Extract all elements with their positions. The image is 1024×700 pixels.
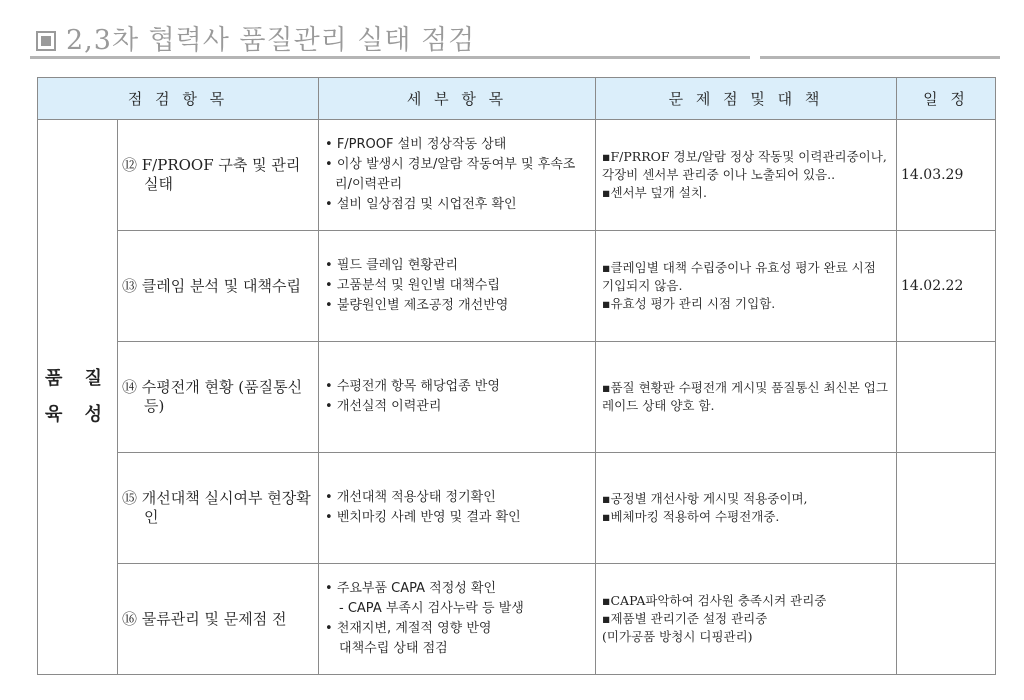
issue-line: ▪F/PRROF 경보/알람 정상 작동및 이력관리중이나, 각장비 센서부 관리중 이나 노출되어 있음.. (602, 149, 887, 182)
detail-list-item: • 이상 발생시 경보/알람 작동여부 및 후속조리/이력관리 (325, 157, 576, 192)
table-row (38, 231, 996, 342)
inspection-item-text: ⑬ 클레임 분석 및 대책수립 (122, 276, 301, 295)
issues-cell (596, 231, 897, 342)
schedule-date: 14.02.22 (897, 231, 996, 342)
detail-list-item: • 설비 일상점검 및 시업전후 확인 (325, 197, 517, 212)
issue-line: ▪제품별 관리기준 설정 관리중 (602, 611, 768, 626)
title-bar (30, 14, 1000, 62)
detail-list-item: - CAPA 부족시 검사누락 등 발생 (339, 601, 524, 616)
table-row (38, 342, 996, 453)
detail-list-item: 대책수립 상태 점검 (339, 641, 448, 656)
issue-line: ▪품질 현황판 수평전개 게시및 품질통신 최신본 업그레이드 상태 양호 함. (602, 380, 888, 413)
table-body (38, 120, 996, 675)
issues-cell (596, 120, 897, 231)
detail-items-cell (319, 231, 596, 342)
issue-line: ▪센서부 덮개 설치. (602, 185, 707, 200)
page-title-text: 2,3차 협력사 품질관리 실태 점검 (66, 25, 476, 56)
header-detail-item: 세 부 항 목 (319, 78, 596, 120)
issue-line: ▪공정별 개선사항 게시및 적용중이며, (602, 491, 808, 506)
issue-line: ▪베체마킹 적용하여 수평전개중. (602, 509, 780, 524)
header-issues-measures: 문 제 점 및 대 책 (596, 78, 897, 120)
inspection-item-cell (118, 342, 319, 453)
issue-line: (미가공품 방청시 디핑관리) (602, 629, 753, 644)
detail-list-item: • 벤치마킹 사례 반영 및 결과 확인 (325, 510, 521, 525)
table-header-row (38, 78, 996, 120)
detail-list (325, 135, 589, 215)
schedule-date: 14.03.29 (897, 120, 996, 231)
issue-line: ▪클레임별 대책 수립중이나 유효성 평가 완료 시점 기입되지 않음. (602, 260, 876, 293)
issue-line: ▪CAPA파악하여 검사원 충족시켜 관리중 (602, 593, 827, 608)
schedule-date (897, 453, 996, 564)
table-row (38, 120, 996, 231)
title-underline-left (30, 56, 750, 59)
detail-list (325, 256, 589, 316)
table-row (38, 453, 996, 564)
schedule-date (897, 342, 996, 453)
schedule-date (897, 564, 996, 675)
inspection-table (37, 77, 996, 675)
inspection-item-cell (118, 453, 319, 564)
detail-list-item: • 개선대책 적용상태 정기확인 (325, 490, 496, 505)
detail-items-cell (319, 453, 596, 564)
detail-list-item: • 필드 클레임 현황관리 (325, 258, 459, 273)
table-row (38, 564, 996, 675)
inspection-item-text: ⑫ F/PROOF 구축 및 관리실태 (122, 156, 301, 193)
detail-items-cell (319, 564, 596, 675)
issues-cell (596, 564, 897, 675)
inspection-item-text: ⑯ 물류관리 및 문제점 전 (122, 609, 287, 628)
inspection-item-text: ⑮ 개선대책 실시여부 현장확인 (122, 489, 311, 526)
issue-line: ▪유효성 평가 관리 시점 기입함. (602, 296, 776, 311)
header-inspection-item: 점 검 항 목 (38, 78, 319, 120)
header-schedule: 일 정 (897, 78, 996, 120)
inspection-item-text: ⑭ 수평전개 현황 (품질통신 등) (122, 378, 303, 415)
inspection-item-cell (118, 231, 319, 342)
detail-list-item: • 불량원인별 제조공정 개선반영 (325, 298, 509, 313)
detail-list (325, 488, 589, 528)
issues-cell (596, 453, 897, 564)
detail-list-item: • 수평전개 항목 해당업종 반영 (325, 379, 500, 394)
detail-list (325, 377, 589, 417)
inspection-item-cell (118, 564, 319, 675)
detail-list-item: • 주요부품 CAPA 적정성 확인 (325, 581, 497, 596)
detail-list-item: • 천재지변, 계절적 영향 반영 (325, 621, 492, 636)
category-line2: 육 성 (44, 404, 111, 425)
category-cell (38, 120, 118, 675)
detail-list-item: • 개선실적 이력관리 (325, 399, 442, 414)
category-line1: 품 질 (44, 368, 111, 389)
detail-list-item: • 고품분석 및 원인별 대책수립 (325, 278, 500, 293)
page-title (36, 18, 475, 57)
square-bullet-icon (36, 31, 56, 51)
detail-items-cell (319, 342, 596, 453)
detail-list-item: • F/PROOF 설비 정상작동 상태 (325, 137, 507, 152)
detail-list (325, 579, 589, 659)
issues-cell (596, 342, 897, 453)
inspection-item-cell (118, 120, 319, 231)
detail-items-cell (319, 120, 596, 231)
title-underline-right (760, 56, 1000, 59)
